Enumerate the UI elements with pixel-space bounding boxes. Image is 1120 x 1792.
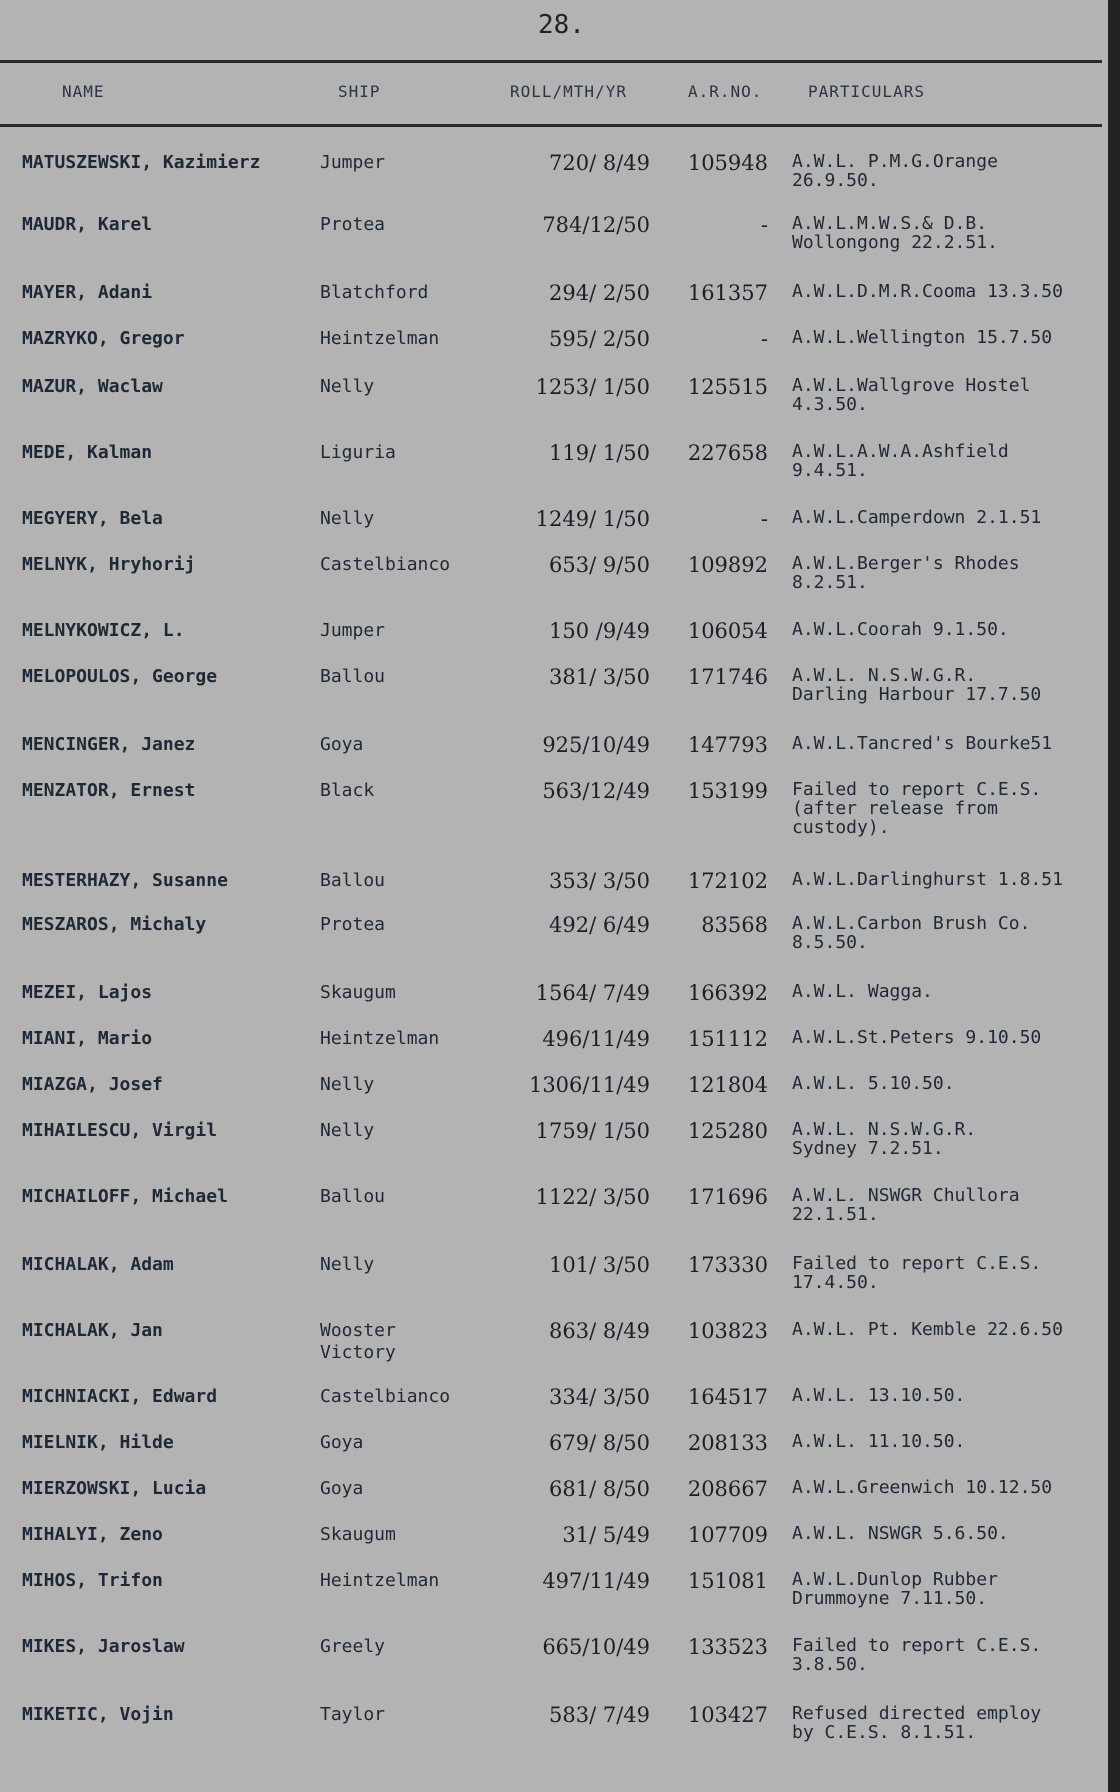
record-particulars: A.W.L.Greenwich 10.12.50 (792, 1478, 1053, 1497)
record-ar-no: 125280 (687, 1119, 768, 1143)
record-ship: Protea (320, 914, 386, 935)
record-roll: 1564/ 7/49 (535, 981, 650, 1005)
record-particulars: A.W.L.M.W.S.& D.B. Wollongong 22.2.51. (792, 214, 998, 252)
record-ar-no: 151081 (687, 1569, 768, 1593)
record-roll: 720/ 8/49 (549, 151, 650, 175)
record-particulars: A.W.L.Coorah 9.1.50. (792, 620, 1009, 639)
record-ship: Nelly (320, 508, 375, 529)
record-ar-no: - (760, 213, 768, 237)
record-ship: Ballou (320, 870, 386, 891)
record-particulars: A.W.L.Carbon Brush Co. 8.5.50. (792, 914, 1031, 952)
record-ship: Skaugum (320, 982, 396, 1003)
record-roll: 653/ 9/50 (549, 553, 650, 577)
record-name: MICHALAK, Jan (22, 1320, 163, 1341)
record-name: MIAZGA, Josef (22, 1074, 163, 1095)
record-ar-no: 105948 (687, 151, 768, 175)
record-name: MICHNIACKI, Edward (22, 1386, 218, 1407)
page-number: 28. (538, 10, 585, 40)
record-ship: Jumper (320, 152, 386, 173)
record-ship: Nelly (320, 376, 375, 397)
record-particulars: A.W.L. P.M.G.Orange 26.9.50. (792, 152, 998, 190)
record-ship: Castelbianco (320, 1386, 451, 1407)
record-roll: 1306/11/49 (528, 1073, 650, 1097)
record-ar-no: 171746 (687, 665, 768, 689)
column-header-name: NAME (62, 82, 105, 101)
record-name: MESTERHAZY, Susanne (22, 870, 228, 891)
record-name: MELNYK, Hryhorij (22, 554, 196, 575)
record-particulars: A.W.L. 5.10.50. (792, 1074, 955, 1093)
record-roll: 1249/ 1/50 (535, 507, 650, 531)
record-ship: Greely (320, 1636, 386, 1657)
record-roll: 595/ 2/50 (549, 327, 650, 351)
record-name: MIHAILESCU, Virgil (22, 1120, 218, 1141)
record-ship: Jumper (320, 620, 386, 641)
record-particulars: Failed to report C.E.S. 17.4.50. (792, 1254, 1042, 1292)
record-ship: Ballou (320, 1186, 386, 1207)
record-ar-no: 103823 (687, 1319, 768, 1343)
record-ar-no: 164517 (687, 1385, 768, 1409)
record-roll: 31/ 5/49 (562, 1523, 650, 1547)
record-roll: 119/ 1/50 (549, 441, 650, 465)
record-particulars: A.W.L.D.M.R.Cooma 13.3.50 (792, 282, 1063, 301)
record-particulars: Refused directed employ by C.E.S. 8.1.51. (792, 1704, 1042, 1742)
record-ship: Goya (320, 734, 364, 755)
record-ar-no: 121804 (687, 1073, 768, 1097)
record-roll: 863/ 8/49 (549, 1319, 650, 1343)
record-ar-no: 227658 (687, 441, 768, 465)
record-ar-no: 147793 (687, 733, 768, 757)
record-roll: 1253/ 1/50 (535, 375, 650, 399)
record-particulars: A.W.L. Pt. Kemble 22.6.50 (792, 1320, 1063, 1339)
scan-edge (1108, 0, 1120, 1792)
record-name: MIKES, Jaroslaw (22, 1636, 185, 1657)
record-particulars: A.W.L. N.S.W.G.R. Sydney 7.2.51. (792, 1120, 977, 1158)
record-name: MICHAILOFF, Michael (22, 1186, 228, 1207)
record-ar-no: 208667 (687, 1477, 768, 1501)
record-particulars: A.W.L.Darlinghurst 1.8.51 (792, 870, 1063, 889)
column-header-ship: SHIP (338, 82, 381, 101)
record-roll: 334/ 3/50 (549, 1385, 650, 1409)
record-ar-no: 208133 (687, 1431, 768, 1455)
record-ship: Heintzelman (320, 1028, 440, 1049)
record-name: MEDE, Kalman (22, 442, 153, 463)
record-particulars: A.W.L.Camperdown 2.1.51 (792, 508, 1042, 527)
record-ship: Heintzelman (320, 1570, 440, 1591)
record-roll: 679/ 8/50 (549, 1431, 650, 1455)
record-ar-no: - (760, 327, 768, 351)
record-particulars: Failed to report C.E.S. (after release from custody). (792, 780, 1042, 837)
record-name: MIHALYI, Zeno (22, 1524, 163, 1545)
record-roll: 563/12/49 (542, 779, 650, 803)
record-particulars: A.W.L. 11.10.50. (792, 1432, 966, 1451)
record-name: MAUDR, Karel (22, 214, 153, 235)
record-ar-no: 172102 (687, 869, 768, 893)
record-ship: Goya (320, 1432, 364, 1453)
record-name: MEZEI, Lajos (22, 982, 153, 1003)
record-ar-no: 173330 (687, 1253, 768, 1277)
record-name: MIKETIC, Vojin (22, 1704, 174, 1725)
record-ship: Ballou (320, 666, 386, 687)
record-ship: Nelly (320, 1074, 375, 1095)
record-ship: Skaugum (320, 1524, 396, 1545)
record-roll: 583/ 7/49 (549, 1703, 650, 1727)
record-roll: 784/12/50 (542, 213, 650, 237)
record-ship: Castelbianco (320, 554, 451, 575)
record-name: MENZATOR, Ernest (22, 780, 196, 801)
record-ship: Liguria (320, 442, 396, 463)
record-roll: 150 /9/49 (549, 619, 650, 643)
record-name: MICHALAK, Adam (22, 1254, 174, 1275)
record-name: MIANI, Mario (22, 1028, 153, 1049)
record-ship: Blatchford (320, 282, 429, 303)
record-ar-no: 83568 (701, 913, 768, 937)
record-name: MAYER, Adani (22, 282, 153, 303)
record-ar-no: - (760, 507, 768, 531)
record-roll: 1122/ 3/50 (535, 1185, 650, 1209)
record-roll: 925/10/49 (542, 733, 650, 757)
record-name: MAZUR, Waclaw (22, 376, 163, 397)
record-roll: 1759/ 1/50 (535, 1119, 650, 1143)
record-roll: 381/ 3/50 (549, 665, 650, 689)
record-ship: Wooster Victory (320, 1320, 396, 1363)
record-name: MIELNIK, Hilde (22, 1432, 174, 1453)
header-bottom-rule (0, 124, 1102, 127)
record-ar-no: 166392 (687, 981, 768, 1005)
record-particulars: A.W.L. N.S.W.G.R. Darling Harbour 17.7.50 (792, 666, 1042, 704)
record-ship: Nelly (320, 1254, 375, 1275)
record-ar-no: 107709 (687, 1523, 768, 1547)
record-particulars: A.W.L.Tancred's Bourke51 (792, 734, 1053, 753)
column-header-roll: ROLL/MTH/YR (510, 82, 627, 101)
record-ship: Goya (320, 1478, 364, 1499)
record-name: MELOPOULOS, George (22, 666, 218, 687)
record-roll: 353/ 3/50 (549, 869, 650, 893)
record-ship: Heintzelman (320, 328, 440, 349)
record-particulars: A.W.L.St.Peters 9.10.50 (792, 1028, 1042, 1047)
record-particulars: A.W.L.Wellington 15.7.50 (792, 328, 1053, 347)
record-name: MESZAROS, Michaly (22, 914, 207, 935)
record-ship: Nelly (320, 1120, 375, 1141)
record-ar-no: 109892 (687, 553, 768, 577)
record-ar-no: 125515 (687, 375, 768, 399)
record-ar-no: 133523 (687, 1635, 768, 1659)
record-name: MELNYKOWICZ, L. (22, 620, 185, 641)
record-name: MIHOS, Trifon (22, 1570, 163, 1591)
record-name: MEGYERY, Bela (22, 508, 163, 529)
record-ship: Protea (320, 214, 386, 235)
record-particulars: A.W.L.Dunlop Rubber Drummoyne 7.11.50. (792, 1570, 998, 1608)
header-top-rule (0, 60, 1102, 63)
record-name: MAZRYKO, Gregor (22, 328, 185, 349)
record-particulars: A.W.L.A.W.A.Ashfield 9.4.51. (792, 442, 1009, 480)
record-ar-no: 153199 (687, 779, 768, 803)
record-roll: 497/11/49 (542, 1569, 650, 1593)
record-name: MENCINGER, Janez (22, 734, 196, 755)
column-header-particulars: PARTICULARS (808, 82, 925, 101)
record-ar-no: 103427 (687, 1703, 768, 1727)
record-ar-no: 171696 (687, 1185, 768, 1209)
record-roll: 681/ 8/50 (549, 1477, 650, 1501)
record-particulars: A.W.L.Wallgrove Hostel 4.3.50. (792, 376, 1031, 414)
record-particulars: A.W.L. Wagga. (792, 982, 933, 1001)
record-roll: 101/ 3/50 (549, 1253, 650, 1277)
record-particulars: A.W.L.Berger's Rhodes 8.2.51. (792, 554, 1020, 592)
record-ship: Taylor (320, 1704, 386, 1725)
record-ar-no: 151112 (687, 1027, 768, 1051)
record-roll: 294/ 2/50 (549, 281, 650, 305)
column-header-ar-no: A.R.NO. (688, 82, 763, 101)
record-roll: 496/11/49 (542, 1027, 650, 1051)
record-particulars: A.W.L. NSWGR Chullora 22.1.51. (792, 1186, 1020, 1224)
record-name: MATUSZEWSKI, Kazimierz (22, 152, 261, 173)
record-roll: 492/ 6/49 (549, 913, 650, 937)
record-particulars: A.W.L. 13.10.50. (792, 1386, 966, 1405)
record-ar-no: 161357 (687, 281, 768, 305)
record-particulars: A.W.L. NSWGR 5.6.50. (792, 1524, 1009, 1543)
record-particulars: Failed to report C.E.S. 3.8.50. (792, 1636, 1042, 1674)
record-ar-no: 106054 (687, 619, 768, 643)
record-name: MIERZOWSKI, Lucia (22, 1478, 207, 1499)
record-roll: 665/10/49 (542, 1635, 650, 1659)
record-ship: Black (320, 780, 375, 801)
